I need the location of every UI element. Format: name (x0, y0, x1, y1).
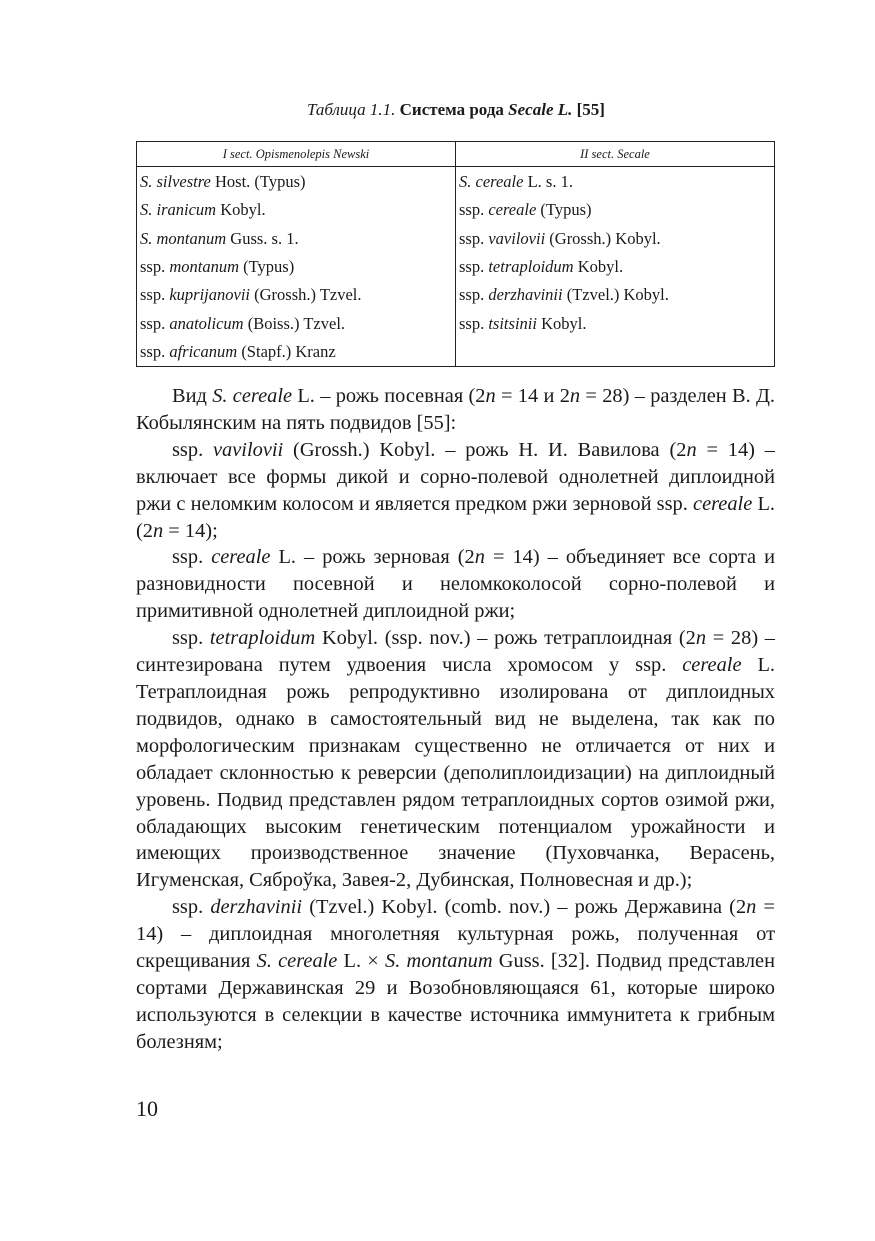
taxon-name: S. cereale (459, 172, 524, 192)
taxon-name: kuprijanovii (169, 285, 250, 305)
paragraph: Вид S. cereale L. – рожь посевная (2n = 14 и 2n = 28) – разделен В. Д. Кобылянским на пять подвидов [55]: (136, 385, 775, 434)
header-section-1: I sect. Opismenolepis Newski (137, 142, 456, 167)
taxon-name: S. montanum (140, 228, 227, 248)
taxon-cell-right: ssp. vavilovii (Grossh.) Kobyl. (456, 225, 775, 253)
paragraph: ssp. cereale L. – рожь зерновая (2n = 14) – объединяет все сорта и разновидности посевной и неломкоколосой сорно-полевой и примитивной однолетней диплоидной ржи; (136, 546, 775, 623)
taxon-cell-right: S. cereale L. s. 1. (456, 167, 775, 197)
taxon-cell-left: S. iranicum Kobyl. (137, 196, 456, 224)
taxon-cell-right: ssp. tetraploidum Kobyl. (456, 253, 775, 281)
taxon-cell-left: S. montanum Guss. s. 1. (137, 225, 456, 253)
taxon-cell-right (456, 338, 775, 367)
taxon-name: anatolicum (169, 313, 244, 333)
table-header-row (137, 142, 775, 167)
body-text (136, 383, 775, 1056)
taxon-cell-left: ssp. africanum (Stapf.) Kranz (137, 338, 456, 367)
table-row (137, 281, 775, 309)
taxon-name: vavilovii (488, 228, 546, 248)
table-row (137, 196, 775, 224)
table-row (137, 167, 775, 197)
caption-label: Таблица 1.1. (307, 100, 396, 119)
taxon-cell-left: ssp. montanum (Typus) (137, 253, 456, 281)
table-row (137, 225, 775, 253)
page-number: 10 (136, 1096, 158, 1121)
table-row (137, 338, 775, 367)
taxon-cell-left: ssp. kuprijanovii (Grossh.) Tzvel. (137, 281, 456, 309)
taxon-name: derzhavinii (488, 285, 563, 305)
header-section-2: II sect. Secale (456, 142, 775, 167)
paragraph: ssp. tetraploidum Kobyl. (ssp. nov.) – рожь тетраплоидная (2n = 28) – синтезирована путем удвоения числа хромосом у ssp. cereale L. Тетраплоидная рожь репродуктивно изолирована от диплоидных подвидов, однако в самостоятельный вид не выделена, так как по морфологическим признакам существенно не отличается от них и обладает склонностью к реверсии (деполиплоидизации) на диплоидный уровень. Подвид представлен рядом тетраплоидных сортов озимой ржи, обладающих высоким генетическим потенциалом урожайности и имеющих производственное значение (Пуховчанка, Верасень, Игуменская, Сяброўка, Завея-2, Дубинская, Полновесная и др.); (136, 627, 776, 892)
taxon-name: S. silvestre (140, 172, 211, 192)
taxon-name: montanum (169, 257, 240, 277)
table-caption (136, 100, 776, 120)
taxon-name: S. iranicum (140, 200, 217, 220)
secale-system-table (136, 141, 775, 367)
taxon-name: tetraploidum (488, 257, 574, 277)
taxon-cell-right: ssp. tsitsinii Kobyl. (456, 309, 775, 337)
taxon-cell-right: ssp. derzhavinii (Tzvel.) Kobyl. (456, 281, 775, 309)
taxon-cell-left: S. silvestre Host. (Typus) (137, 167, 456, 197)
taxon-name: cereale (488, 200, 537, 220)
table-row (137, 253, 775, 281)
taxon-cell-left: ssp. anatolicum (Boiss.) Tzvel. (137, 309, 456, 337)
table-row (137, 309, 775, 337)
paragraph: ssp. derzhavinii (Tzvel.) Kobyl. (comb. nov.) – рожь Державина (2n = 14) – диплоидная многолетняя культурная рожь, полученная от скрещивания S. cereale L. × S. montanum Guss. [32]. Подвид представлен сортами Державинская 29 и Возобновляющаяся 61, которые широко используются в селекции в качестве источника иммунитета к грибным болезням; (136, 896, 775, 1053)
taxon-name: tsitsinii (488, 313, 537, 333)
taxon-cell-right: ssp. cereale (Typus) (456, 196, 775, 224)
taxon-name: africanum (169, 341, 238, 361)
caption-title: Система рода Secale L. [55] (399, 100, 605, 119)
paragraph: ssp. vavilovii (Grossh.) Kobyl. – рожь Н. И. Вавилова (2n = 14) – включает все формы дикой и сорно-полевой однолетней диплоидной ржи с неломким колосом и является предком ржи зерновой ssp. cereale L. (2n = 14); (136, 438, 776, 542)
